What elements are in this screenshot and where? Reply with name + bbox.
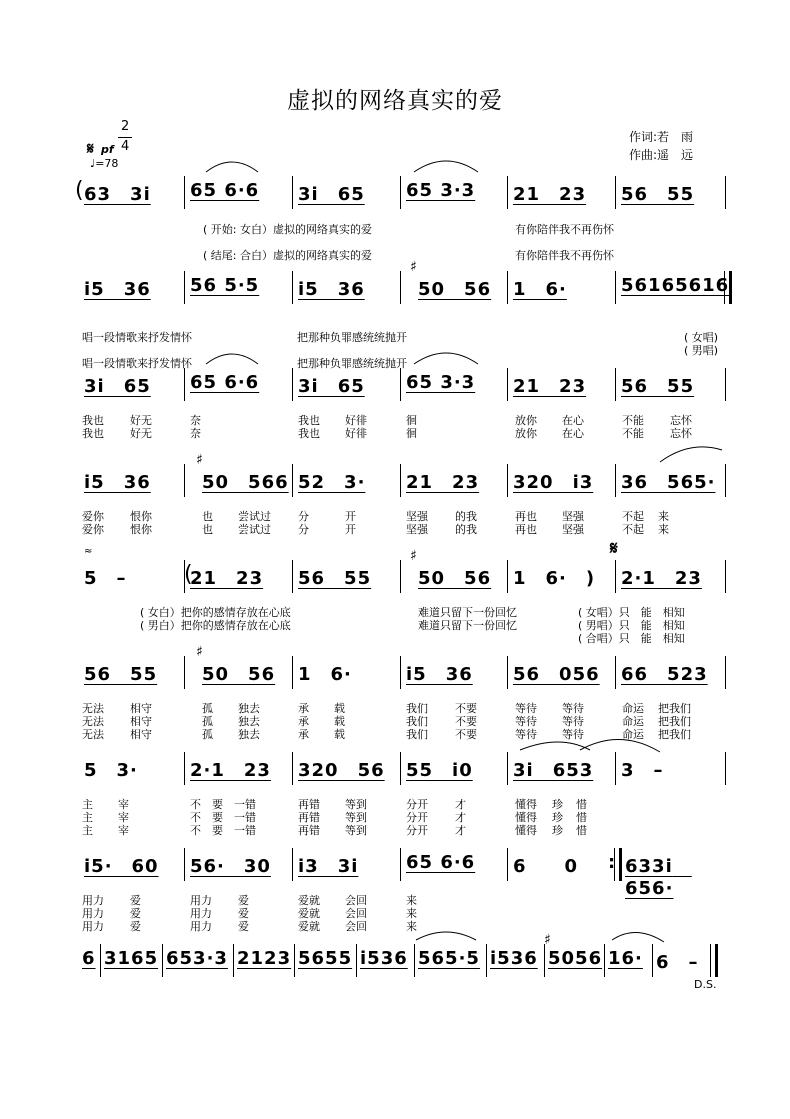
lyric-line: ( 合唱）只 能 相知 <box>578 632 685 645</box>
measure: 50 56 <box>202 664 276 685</box>
lyric: 也 <box>202 510 213 523</box>
lyric: 载 <box>334 728 345 741</box>
measure: 633i 656· <box>625 856 692 899</box>
dal-segno: D.S. <box>694 978 717 991</box>
measure: 50 566 <box>202 472 289 493</box>
lyric: 坚强 <box>406 510 428 523</box>
lyric: 珍 <box>552 798 563 811</box>
lyric: 开 <box>345 510 356 523</box>
measure: 653·3 <box>166 948 228 969</box>
lyric: 命运 <box>622 702 644 715</box>
lyric-line: 唱一段情歌来抒发情怀 <box>82 357 192 370</box>
lyric: 爱 <box>238 907 249 920</box>
lyric: 独去 <box>238 728 260 741</box>
measure: 5655 <box>298 948 353 969</box>
slur <box>206 162 258 172</box>
lyric: 用力 <box>190 907 212 920</box>
measure: 5056 <box>548 948 603 969</box>
lyric: 等到 <box>345 811 367 824</box>
lyric: 不要 <box>455 715 477 728</box>
lyric: 相守 <box>130 715 152 728</box>
lyric: 独去 <box>238 702 260 715</box>
lyric: 来 <box>406 907 417 920</box>
measure: 65 3·3 <box>406 180 476 201</box>
lyric: 好徘 <box>345 427 367 440</box>
lyric: 来 <box>406 894 417 907</box>
lyric: 爱 <box>130 907 141 920</box>
sharp-icon: ♯ <box>196 644 203 660</box>
measure: 5 3· <box>84 760 138 781</box>
lyric: 孤 <box>202 715 213 728</box>
measure: 320 56 <box>298 760 385 781</box>
repeat-bracket-icon: ( <box>75 178 84 203</box>
lyric-line: 把那种负罪感统统抛开 <box>297 357 407 370</box>
lyric: 等待 <box>562 702 584 715</box>
segno-mark-icon: 𝄋 <box>87 139 94 158</box>
lyric: 孤 <box>202 702 213 715</box>
sharp-icon: ♯ <box>196 452 203 468</box>
lyric: 宰 <box>118 824 129 837</box>
lyric: 爱就 <box>298 907 320 920</box>
measure: 66 523 <box>621 664 708 685</box>
lyric: 会回 <box>345 920 367 933</box>
sharp-icon: ♯ <box>544 932 551 948</box>
measure: 50 56 <box>418 568 492 589</box>
lyric: 等待 <box>562 715 584 728</box>
lyric: 等到 <box>345 824 367 837</box>
lyric-line: ( 开始: 女白）虚拟的网络真实的爱 <box>203 223 372 236</box>
lyric: 坚强 <box>562 523 584 536</box>
measure: 65 6·6 <box>190 372 260 393</box>
lyric: 命运 <box>622 728 644 741</box>
lyric: 才 <box>455 824 466 837</box>
lyric: 等待 <box>562 728 584 741</box>
lyric: 奈 <box>190 414 201 427</box>
repeat-dots-icon: : <box>608 852 616 873</box>
lyric: 尝试过 <box>238 523 271 536</box>
lyric: 相守 <box>130 702 152 715</box>
lyric: 珍 <box>552 811 563 824</box>
lyric: 也 <box>202 523 213 536</box>
lyric: 分开 <box>406 824 428 837</box>
lyric: 恨你 <box>130 523 152 536</box>
lyric-line: 难道只留下一份回忆 <box>418 606 517 619</box>
lyric: 孤 <box>202 728 213 741</box>
lyric: 等待 <box>515 702 537 715</box>
measure: 36 565· <box>621 472 716 493</box>
lyric: 爱你 <box>82 523 104 536</box>
lyric: 独去 <box>238 715 260 728</box>
measure: 3i 653 <box>513 760 594 781</box>
lyric: 徊 <box>406 427 417 440</box>
measure: 56165616 <box>621 275 730 296</box>
measure: 56 55 <box>621 376 695 397</box>
lyric: 惜 <box>576 798 587 811</box>
lyric: 用力 <box>82 920 104 933</box>
measure: 3i 65 <box>84 376 151 397</box>
measure: i5· 60 <box>84 856 159 877</box>
lyric: 再也 <box>515 523 537 536</box>
lyric: 懂得 <box>515 824 537 837</box>
slur <box>612 932 664 942</box>
lyric: 我们 <box>406 728 428 741</box>
measure: 50 56 <box>418 279 492 300</box>
lyric: 我们 <box>406 715 428 728</box>
measure: 21 23 <box>513 184 587 205</box>
segno-icon: 𝄋 <box>610 538 618 559</box>
lyric: 好无 <box>130 414 152 427</box>
measure: 56 056 <box>513 664 600 685</box>
lyric-line: ( 女唱）只 能 相知 <box>578 606 685 619</box>
measure: 21 23 <box>513 376 587 397</box>
slur <box>660 447 722 462</box>
lyric: 承 <box>298 715 309 728</box>
lyric: 好徘 <box>345 414 367 427</box>
measure: 63 3i <box>84 184 151 205</box>
lyric: 承 <box>298 728 309 741</box>
measure: 6 <box>82 948 96 969</box>
lyric: 我也 <box>298 414 320 427</box>
lyric: 珍 <box>552 824 563 837</box>
lyric: 相守 <box>130 728 152 741</box>
lyric: 尝试过 <box>238 510 271 523</box>
measure: 2123 <box>237 948 292 969</box>
breath-mark-icon: ≈ <box>84 546 93 557</box>
lyric-line: ( 男唱) <box>684 344 719 357</box>
lyric: 的我 <box>455 510 477 523</box>
measure: 52 3· <box>298 472 366 493</box>
measure: 3i 65 <box>298 376 365 397</box>
lyric: 的我 <box>455 523 477 536</box>
measure: 3165 <box>104 948 159 969</box>
measure: i3 3i <box>298 856 359 877</box>
lyric: 用力 <box>190 920 212 933</box>
measure: 16· <box>608 948 643 969</box>
lyric: 惜 <box>576 824 587 837</box>
lyric: 我也 <box>298 427 320 440</box>
lyric: 用力 <box>82 894 104 907</box>
lyric: 忘怀 <box>670 414 692 427</box>
lyric: 承 <box>298 702 309 715</box>
lyric: 分 <box>298 510 309 523</box>
lyric: 不要 <box>455 702 477 715</box>
lyric: 不 要 一错 <box>190 811 256 824</box>
lyric: 把我们 <box>658 715 691 728</box>
lyric: 不能 <box>622 414 644 427</box>
slur <box>206 354 258 364</box>
lyric: 坚强 <box>406 523 428 536</box>
lyric: 不起 <box>622 510 644 523</box>
measure: 56· 30 <box>190 856 271 877</box>
lyric: 不 要 一错 <box>190 798 256 811</box>
lyric: 宰 <box>118 798 129 811</box>
lyric: 无法 <box>82 702 104 715</box>
lyric: 来 <box>658 523 669 536</box>
lyric: 我也 <box>82 427 104 440</box>
lyric: 无法 <box>82 715 104 728</box>
lyric-line: ( 结尾: 合白）虚拟的网络真实的爱 <box>203 249 372 262</box>
measure: 65 6·6 <box>406 852 476 873</box>
lyric-line: 唱一段情歌来抒发情怀 <box>82 331 192 344</box>
lyric: 不要 <box>455 728 477 741</box>
lyric: 奈 <box>190 427 201 440</box>
measure: 21 23 <box>406 472 480 493</box>
lyric: 主 <box>82 798 93 811</box>
lyric: 再也 <box>515 510 537 523</box>
lyric: 不起 <box>622 523 644 536</box>
measure: 2·1 23 <box>621 568 702 589</box>
lyric: 再错 <box>298 811 320 824</box>
lyric: 再错 <box>298 798 320 811</box>
measure: 65 6·6 <box>190 180 260 201</box>
lyric: 懂得 <box>515 798 537 811</box>
lyric-line: ( 女唱) <box>684 331 719 344</box>
lyric: 分 <box>298 523 309 536</box>
lyric: 爱 <box>130 920 141 933</box>
measure: 3 – <box>621 760 664 781</box>
lyric: 主 <box>82 811 93 824</box>
lyric: 分开 <box>406 811 428 824</box>
lyric-line: 把那种负罪感统统抛开 <box>297 331 407 344</box>
song-title: 虚拟的网络真实的爱 <box>287 88 503 114</box>
lyric: 爱就 <box>298 894 320 907</box>
dynamic-marking: pf <box>101 143 114 156</box>
measure: 5 – <box>84 568 127 589</box>
lyric: 等待 <box>515 728 537 741</box>
measure: i5 36 <box>298 279 365 300</box>
lyric: 忘怀 <box>670 427 692 440</box>
lyric: 载 <box>334 715 345 728</box>
measure: i5 36 <box>84 472 151 493</box>
lyric: 无法 <box>82 728 104 741</box>
lyric: 恨你 <box>130 510 152 523</box>
lyric: 在心 <box>562 427 584 440</box>
measure: 1 6· ) <box>513 568 596 589</box>
lyric: 放你 <box>515 414 537 427</box>
measure: 1 6· <box>513 279 567 300</box>
lyric: 爱就 <box>298 920 320 933</box>
lyric: 把我们 <box>658 702 691 715</box>
measure: 320 i3 <box>513 472 594 493</box>
measure: 65 3·3 <box>406 372 476 393</box>
measure: 565·5 <box>418 948 480 969</box>
sharp-icon: ♯ <box>410 259 417 275</box>
measure: i536 <box>490 948 538 969</box>
lyric: 等待 <box>515 715 537 728</box>
measure: 3i 65 <box>298 184 365 205</box>
measure: 56 5·5 <box>190 275 260 296</box>
lyric-line: 难道只留下一份回忆 <box>418 619 517 632</box>
lyric: 再错 <box>298 824 320 837</box>
lyric: 把我们 <box>658 728 691 741</box>
slur <box>520 742 590 750</box>
lyric: 惜 <box>576 811 587 824</box>
lyric: 不能 <box>622 427 644 440</box>
slur <box>414 353 478 364</box>
lyric: 分开 <box>406 798 428 811</box>
time-signature-bottom: 4 <box>121 139 130 154</box>
sharp-icon: ♯ <box>410 548 417 564</box>
lyric: 主 <box>82 824 93 837</box>
lyric: 命运 <box>622 715 644 728</box>
measure: i5 36 <box>84 279 151 300</box>
slur <box>416 932 476 940</box>
measure: 21 23 <box>190 568 264 589</box>
measure: i536 <box>360 948 408 969</box>
repeat-bracket-icon: ( <box>184 562 193 587</box>
lyric-line: 有你陪伴我不再伤怀 <box>515 223 614 236</box>
lyric-line: ( 女白）把你的感情存放在心底 <box>140 606 291 619</box>
slur <box>414 161 478 172</box>
lyric: 懂得 <box>515 811 537 824</box>
measure: 55 i0 <box>406 760 473 781</box>
lyric: 用力 <box>82 907 104 920</box>
lyric: 放你 <box>515 427 537 440</box>
lyric: 开 <box>345 523 356 536</box>
measure: 56 55 <box>298 568 372 589</box>
lyric: 不 要 一错 <box>190 824 256 837</box>
lyric: 才 <box>455 811 466 824</box>
lyricist: 作词:若 雨 <box>629 130 694 144</box>
composer: 作曲:遥 远 <box>629 148 694 162</box>
lyric-line: ( 男白）把你的感情存放在心底 <box>140 619 291 632</box>
measure: 56 55 <box>84 664 158 685</box>
slur <box>580 739 660 752</box>
lyric: 等到 <box>345 798 367 811</box>
lyric: 会回 <box>345 894 367 907</box>
measure: i5 36 <box>406 664 473 685</box>
lyric: 我也 <box>82 414 104 427</box>
lyric: 宰 <box>118 811 129 824</box>
lyric-line: 有你陪伴我不再伤怀 <box>515 249 614 262</box>
lyric: 好无 <box>130 427 152 440</box>
lyric: 爱 <box>130 894 141 907</box>
lyric: 我们 <box>406 702 428 715</box>
tempo-marking: ♩=78 <box>90 157 119 170</box>
measure: 56 55 <box>621 184 695 205</box>
lyric: 徊 <box>406 414 417 427</box>
lyric: 才 <box>455 798 466 811</box>
measure: 1 6· <box>298 664 352 685</box>
lyric: 来 <box>658 510 669 523</box>
measure: 6 – <box>656 952 699 973</box>
measure: 6 0 <box>513 856 579 877</box>
lyric: 会回 <box>345 907 367 920</box>
lyric: 载 <box>334 702 345 715</box>
lyric: 用力 <box>190 894 212 907</box>
time-signature-top: 2 <box>121 119 130 134</box>
lyric: 在心 <box>562 414 584 427</box>
lyric: 坚强 <box>562 510 584 523</box>
lyric: 爱 <box>238 920 249 933</box>
lyric: 爱 <box>238 894 249 907</box>
lyric-line: ( 男唱）只 能 相知 <box>578 619 685 632</box>
lyric: 爱你 <box>82 510 104 523</box>
lyric: 来 <box>406 920 417 933</box>
measure: 2·1 23 <box>190 760 271 781</box>
